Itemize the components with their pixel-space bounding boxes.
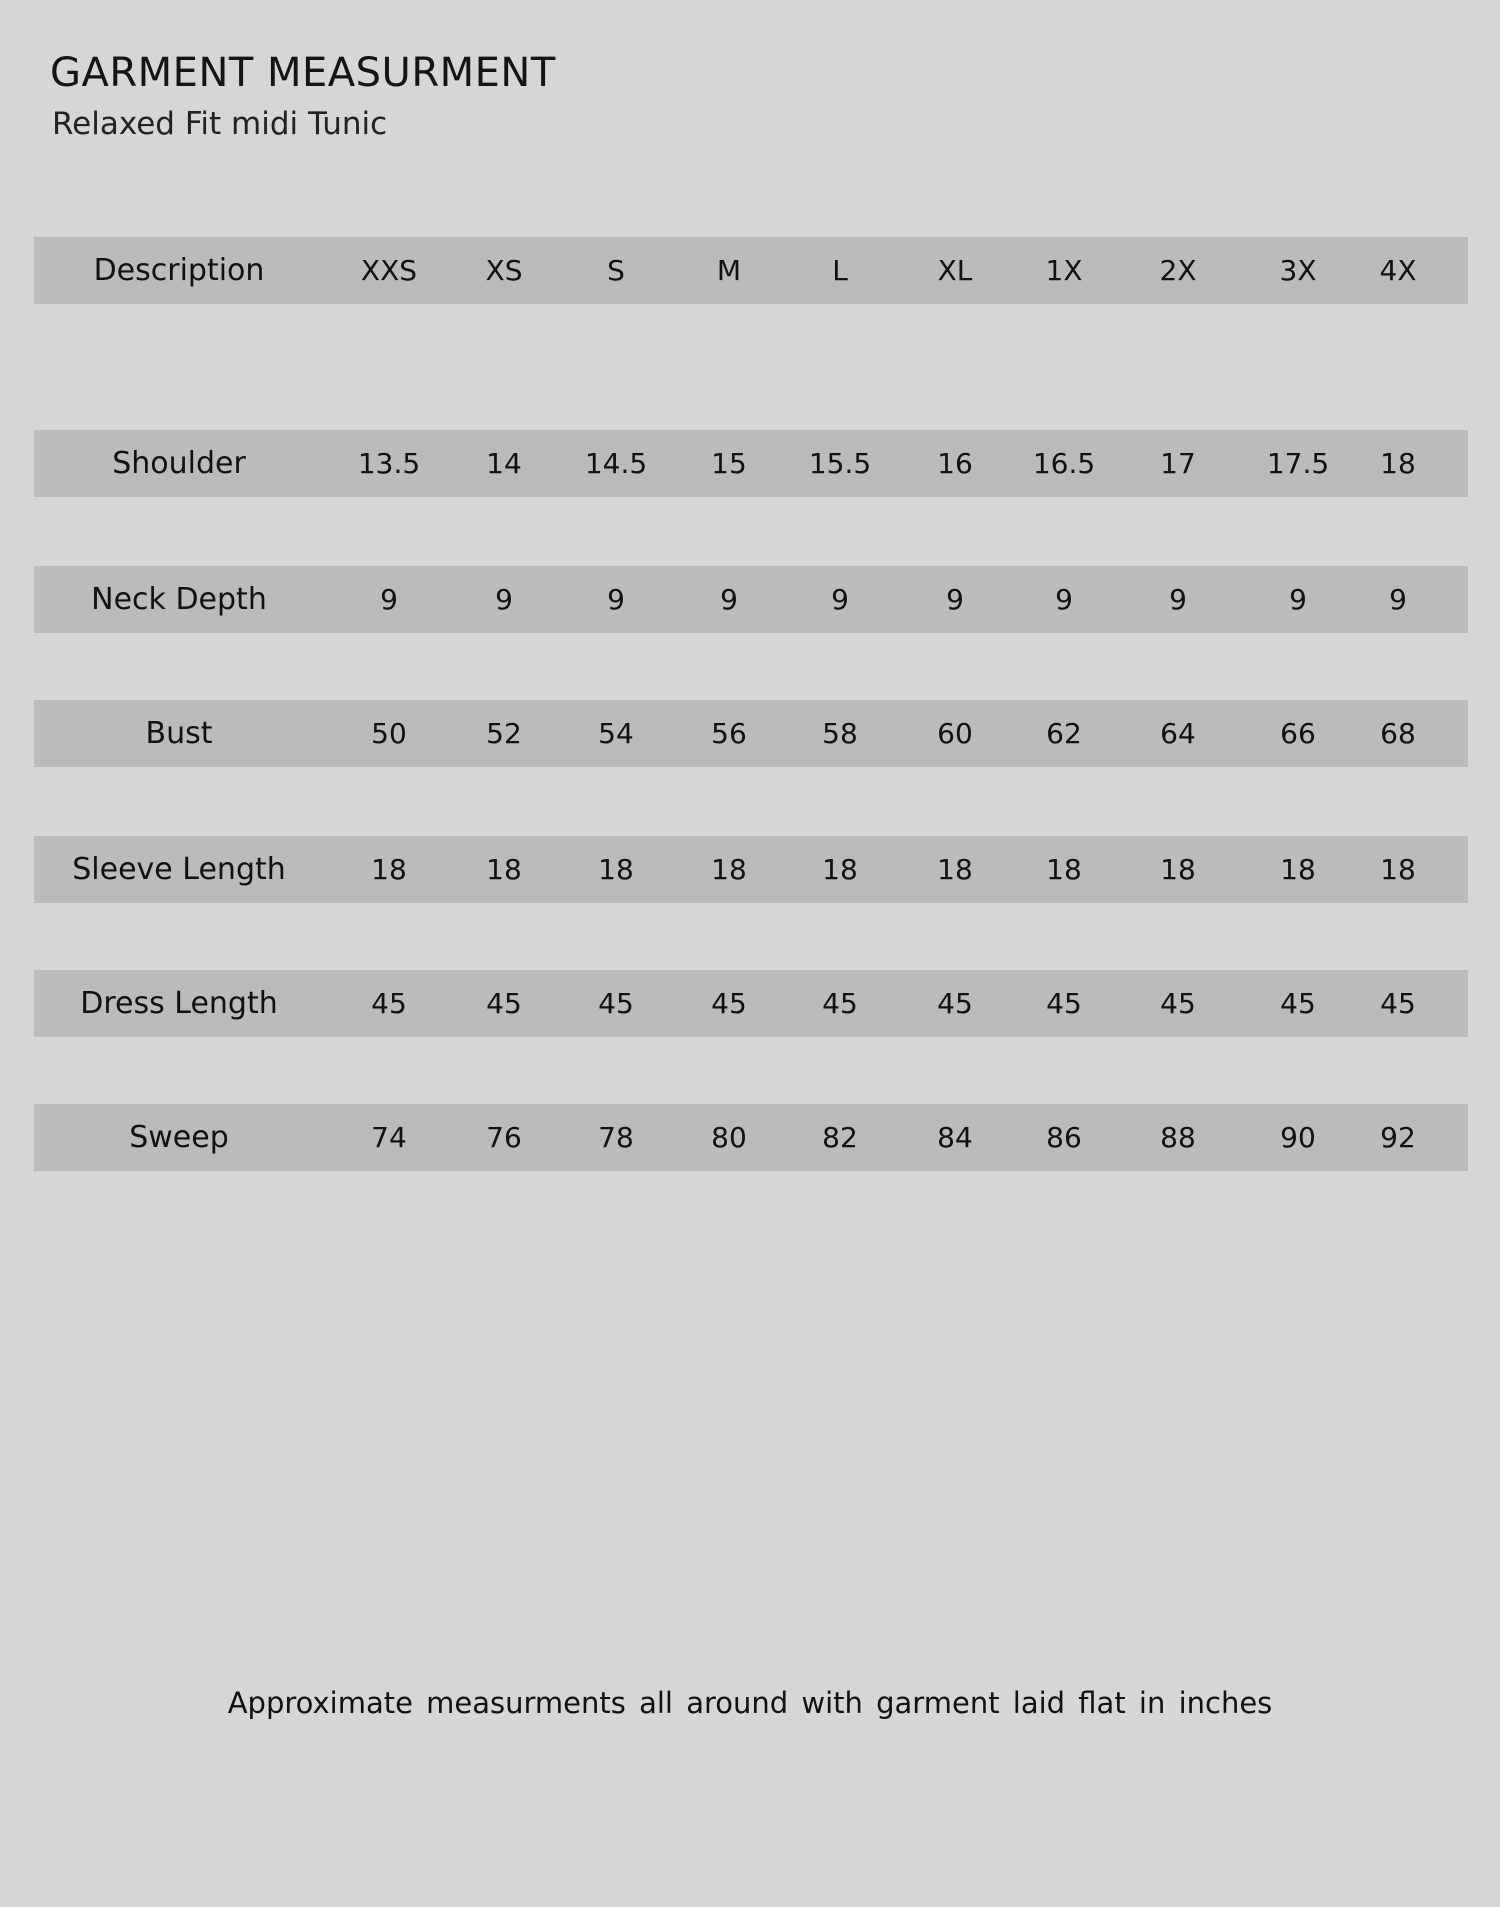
row-label: Sleeve Length — [72, 852, 286, 887]
size-value: 62 — [1046, 717, 1082, 750]
size-value: 54 — [598, 717, 634, 750]
size-value: 17 — [1160, 447, 1196, 480]
size-value: 76 — [486, 1121, 522, 1154]
size-value: 45 — [486, 987, 522, 1020]
table-row — [34, 430, 1468, 497]
size-value: 45 — [1280, 987, 1316, 1020]
table-row — [34, 566, 1468, 633]
size-value: M — [716, 254, 742, 287]
size-value: 45 — [937, 987, 973, 1020]
size-value: 18 — [937, 853, 973, 886]
table-header-row — [34, 237, 1468, 304]
size-value: 18 — [486, 853, 522, 886]
table-row — [34, 836, 1468, 903]
size-value: 9 — [720, 583, 738, 616]
size-value: L — [832, 254, 848, 287]
size-value: 80 — [711, 1121, 747, 1154]
size-value: 66 — [1280, 717, 1316, 750]
size-value: 16.5 — [1032, 447, 1096, 480]
size-value: 52 — [486, 717, 522, 750]
size-value: 60 — [937, 717, 973, 750]
size-value: 9 — [380, 583, 398, 616]
size-value: 50 — [371, 717, 407, 750]
size-value: S — [607, 254, 625, 287]
size-value: 3X — [1279, 254, 1317, 287]
size-value: 18 — [371, 853, 407, 886]
size-value: 18 — [822, 853, 858, 886]
page-title: GARMENT MEASURMENT — [50, 50, 556, 96]
size-value: 9 — [1389, 583, 1407, 616]
size-chart-table — [34, 0, 1468, 1907]
size-value: 45 — [822, 987, 858, 1020]
size-value: 88 — [1160, 1121, 1196, 1154]
size-value: 14.5 — [584, 447, 648, 480]
size-value: 15 — [711, 447, 747, 480]
size-value: 9 — [1055, 583, 1073, 616]
size-value: 9 — [946, 583, 964, 616]
size-value: 4X — [1379, 254, 1417, 287]
size-value: XS — [485, 254, 523, 287]
size-value: 92 — [1380, 1121, 1416, 1154]
size-value: 18 — [1380, 447, 1416, 480]
size-value: 9 — [607, 583, 625, 616]
size-value: 18 — [1280, 853, 1316, 886]
size-value: 1X — [1045, 254, 1083, 287]
size-value: 18 — [711, 853, 747, 886]
size-value: 84 — [937, 1121, 973, 1154]
table-row — [34, 700, 1468, 767]
size-value: 9 — [495, 583, 513, 616]
size-value: 18 — [1160, 853, 1196, 886]
size-value: XL — [937, 254, 973, 287]
size-value: 17.5 — [1266, 447, 1330, 480]
size-value: 56 — [711, 717, 747, 750]
size-value: 45 — [371, 987, 407, 1020]
size-value: 45 — [1046, 987, 1082, 1020]
size-value: 13.5 — [357, 447, 421, 480]
size-value: 18 — [598, 853, 634, 886]
size-value: 68 — [1380, 717, 1416, 750]
table-row — [34, 1104, 1468, 1171]
size-value: 86 — [1046, 1121, 1082, 1154]
size-value: 82 — [822, 1121, 858, 1154]
size-value: 15.5 — [808, 447, 872, 480]
size-value: 16 — [937, 447, 973, 480]
size-value: 58 — [822, 717, 858, 750]
size-value: 9 — [831, 583, 849, 616]
page-subtitle: Relaxed Fit midi Tunic — [52, 106, 388, 142]
size-value: XXS — [360, 254, 418, 287]
size-value: 2X — [1159, 254, 1197, 287]
table-row — [34, 970, 1468, 1037]
size-value: 9 — [1289, 583, 1307, 616]
size-value: 45 — [1160, 987, 1196, 1020]
size-value: 64 — [1160, 717, 1196, 750]
size-value: 9 — [1169, 583, 1187, 616]
size-value: 74 — [371, 1121, 407, 1154]
row-label: Neck Depth — [91, 582, 267, 617]
size-value: 45 — [711, 987, 747, 1020]
size-value: 14 — [486, 447, 522, 480]
size-value: 18 — [1380, 853, 1416, 886]
size-value: 78 — [598, 1121, 634, 1154]
row-label: Bust — [145, 716, 213, 751]
row-label: Shoulder — [112, 446, 246, 481]
size-value: 18 — [1046, 853, 1082, 886]
row-label: Dress Length — [80, 986, 278, 1021]
row-label: Sweep — [129, 1120, 229, 1155]
measurement-note: Approximate measurments all around with garment laid flat in inches — [227, 1686, 1273, 1720]
row-label: Description — [93, 253, 265, 288]
size-value: 45 — [598, 987, 634, 1020]
size-value: 90 — [1280, 1121, 1316, 1154]
size-value: 45 — [1380, 987, 1416, 1020]
